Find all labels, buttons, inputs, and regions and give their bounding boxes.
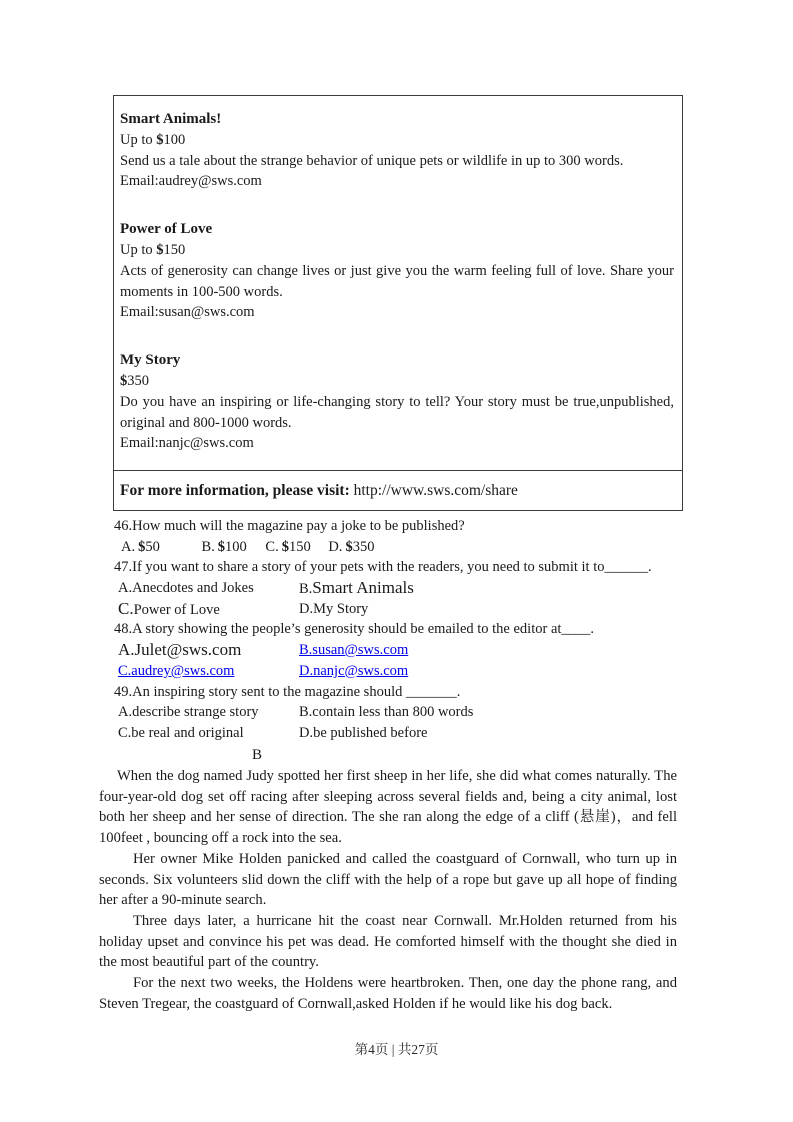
notice-box-main-cell [114, 96, 682, 470]
page-number-footer: 第4页 | 共27页 [354, 1042, 439, 1057]
section-prize [120, 240, 674, 261]
option-letter: B. [201, 538, 215, 555]
option-46-d[interactable] [328, 539, 374, 555]
passage-paragraph-3: Three days later, a hurricane hit the coast near Cornwall. Mr.Holden returned from his holiday upset and convince his pet was dead. He comforted himself with the thought she died in the most beautiful part of the country. [99, 912, 677, 971]
question-46-stem: 46.How much will the magazine pay a joke to be published? [114, 518, 465, 534]
section-description: Do you have an inspiring or life-changing story to tell? Your story must be true,unpublished, original and 800-1000 words. [120, 393, 674, 431]
email-link[interactable] [299, 663, 408, 679]
reading-passage-b [99, 744, 677, 1014]
question-46-options [114, 537, 680, 558]
option-letter: B. [299, 704, 313, 721]
option-48-a[interactable] [118, 640, 299, 661]
option-letter: A. [121, 538, 136, 555]
option-letter: B. [299, 581, 313, 598]
option-48-c[interactable] [118, 661, 299, 682]
option-text: describe strange story [132, 704, 259, 721]
prize-amount: 100 [163, 131, 186, 148]
submission-notice-box [113, 95, 683, 511]
option-49-a[interactable] [118, 702, 299, 723]
option-text: Smart Animals [312, 578, 414, 598]
option-text: Julet@sws.com [134, 640, 242, 660]
option-value: 50 [145, 538, 160, 555]
option-46-c[interactable] [265, 539, 310, 555]
question-48-options-row-1 [114, 640, 680, 661]
section-email: Email:audrey@sws.com [120, 173, 262, 190]
option-46-a[interactable] [121, 539, 160, 555]
option-49-b[interactable] [299, 702, 680, 723]
option-text: audrey@sws.com [131, 662, 235, 679]
prize-prefix: Up to [120, 131, 157, 148]
option-text: Power of Love [133, 601, 220, 618]
option-48-b[interactable] [299, 640, 680, 661]
notice-box-footer-cell [114, 470, 682, 510]
question-49-stem: 49.An inspiring story sent to the magazine should _______. [114, 683, 461, 700]
question-49-options-row-1 [114, 702, 680, 723]
prize-amount: 350 [127, 372, 149, 389]
passage-section-label: B [252, 747, 263, 763]
option-letter: D. [299, 662, 314, 679]
section-email: Email:susan@sws.com [120, 304, 255, 321]
option-47-c[interactable] [118, 599, 299, 620]
option-value: 100 [225, 538, 247, 555]
section-email: Email:nanjc@sws.com [120, 435, 254, 452]
option-letter: D. [328, 538, 343, 555]
option-text: nanjc@sws.com [313, 662, 409, 679]
option-49-d[interactable] [299, 723, 680, 744]
passage-paragraph-1: When the dog named Judy spotted her first sheep in her life, she did what comes naturally. The four-year-old dog set off racing after sleeping across several fields and, being a city animal, lost both her sheep and her sense of direction. The she ran along the edge of a cliff (悬崖)，and fell 100feet , bouncing off a rock into the sea. [99, 768, 677, 847]
question-49-options-row-2 [114, 723, 680, 744]
section-prize [120, 371, 674, 392]
notice-section-power-of-love [120, 219, 674, 323]
option-49-c[interactable] [118, 723, 299, 744]
question-48-options-row-2 [114, 661, 680, 682]
passage-paragraph-2: Her owner Mike Holden panicked and called the coastguard of Cornwall, who turn up in seconds. Six volunteers slid down the cliff with the help of a rope but gave up all hope of finding her after a 90-minute search. [99, 850, 677, 909]
section-title: Power of Love [120, 221, 213, 238]
option-46-b[interactable] [201, 539, 246, 555]
option-47-b[interactable] [299, 578, 680, 599]
section-prize [120, 130, 674, 151]
option-letter: C. [118, 598, 134, 618]
option-text: susan@sws.com [312, 642, 409, 659]
option-letter: A. [118, 580, 133, 597]
more-info-label: For more information, please visit: [120, 482, 350, 499]
email-link[interactable] [118, 663, 234, 679]
option-letter: B. [299, 642, 313, 659]
question-47-options-row-1 [114, 578, 680, 599]
dollar-sign: $ [120, 372, 128, 389]
question-48-stem: 48.A story showing the people’s generosity should be emailed to the editor at____. [114, 621, 595, 638]
option-letter: A. [118, 704, 133, 721]
option-47-a[interactable] [118, 578, 299, 599]
option-letter: A. [118, 640, 135, 660]
option-value: 350 [352, 538, 375, 555]
section-title: Smart Animals! [120, 111, 222, 127]
section-description: Send us a tale about the strange behavior of unique pets or wildlife in up to 300 words. [120, 152, 624, 169]
email-link[interactable] [299, 642, 408, 658]
notice-section-my-story [120, 350, 674, 454]
questions-block [114, 516, 680, 744]
prize-prefix: Up to [120, 241, 157, 258]
option-48-d[interactable] [299, 661, 680, 682]
dollar-sign: $ [281, 538, 289, 555]
question-47-stem: 47.If you want to share a story of your pets with the readers, you need to submit it to______. [114, 559, 652, 576]
section-description: Acts of generosity can change lives or just give you the warm feeling full of love. Share your moments in 100-500 words. [120, 262, 674, 300]
option-value: 150 [288, 538, 311, 555]
option-text: Anecdotes and Jokes [132, 580, 254, 597]
option-text: contain less than 800 words [312, 704, 474, 721]
more-info-url: http://www.sws.com/share [349, 482, 518, 499]
dollar-sign: $ [156, 241, 164, 258]
passage-paragraph-4: For the next two weeks, the Holdens were heartbroken. Then, one day the phone rang, and Steven Tregear, the coastguard of Cornwall,asked Holden if he would like his dog back. [99, 975, 677, 1012]
dollar-sign: $ [138, 538, 146, 555]
dollar-sign: $ [345, 538, 353, 555]
option-text: be real and original [131, 724, 244, 741]
option-letter: C. [265, 538, 279, 555]
option-text: My Story [313, 600, 369, 617]
dollar-sign: $ [156, 131, 164, 148]
option-letter: C. [118, 724, 132, 741]
option-letter: D. [299, 724, 314, 741]
option-text: be published before [313, 724, 428, 741]
question-47-options-row-2 [114, 599, 680, 620]
option-letter: C. [118, 662, 132, 679]
prize-amount: 150 [163, 241, 186, 258]
section-title: My Story [120, 352, 181, 369]
option-letter: D. [299, 600, 314, 617]
option-47-d[interactable] [299, 599, 680, 620]
notice-section-smart-animals [120, 109, 674, 192]
dollar-sign: $ [217, 538, 226, 555]
